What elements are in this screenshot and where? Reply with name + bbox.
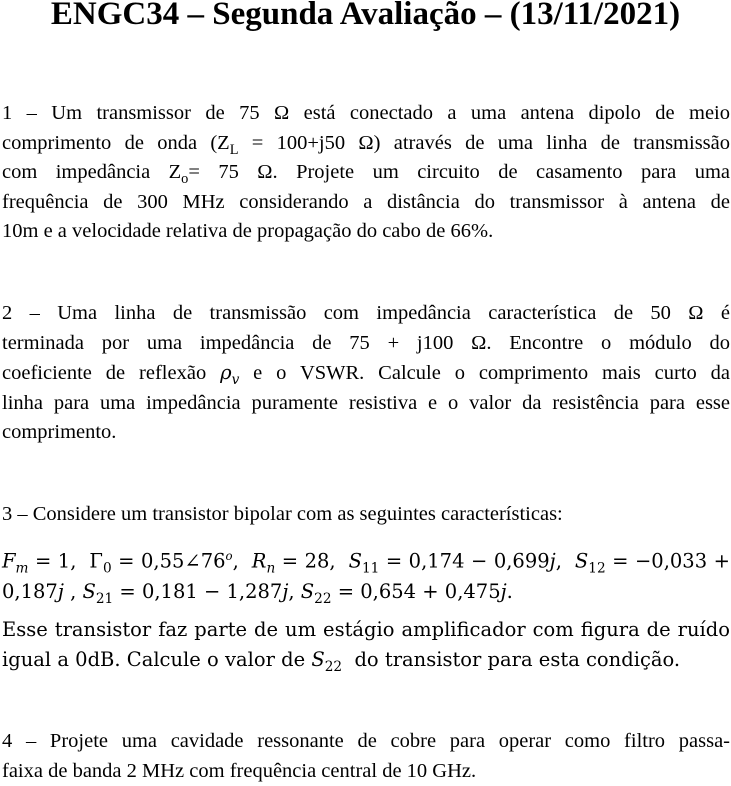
question-3-parameters [2, 541, 730, 607]
question-4 [2, 727, 730, 786]
question-1-line-3: com impedância $Z_o= 75$ Ω. Projete um circuito de casamento para uma [2, 158, 730, 188]
question-3 [2, 500, 730, 530]
question-4-line-1: 4 – Projete uma cavidade ressonante de cobre para operar como filtro passa- [2, 727, 730, 757]
question-3-params-line-2: 0,187j , $S_{21} = 0,181 - 1,287j$, $S_{22} = 0,654 + 0,475j$. [2, 577, 730, 607]
question-3-text [2, 615, 730, 675]
question-3-text-line-1: Esse transistor faz parte de um estágio amplificador com figura de ruído [2, 615, 730, 645]
question-1-line-2: comprimento de onda ($Z_L = 100+j50$ Ω) através de uma linha de transmissão [2, 129, 730, 159]
question-2-line-2: terminada por uma impedância de 75 + j100 Ω. Encontre o módulo do [2, 329, 730, 359]
question-1-line-4: frequência de 300 MHz considerando a distância do transmissor à antena de [2, 188, 730, 218]
question-1-line-5: 10m e a velocidade relativa de propagação do cabo de 66%. [2, 217, 730, 247]
question-3-text-line-2: igual a 0dB. Calcule o valor de $S_{22}$ do transistor para esta condição. [2, 645, 730, 675]
question-3-params-line-1: $F_m = 1$, $\Gamma_0$ = $0,55\angle 76^o$, $R_n = 28$, $S_{11} = 0,174 - 0,699j$, $S_{12} = -0,033$ + [2, 541, 730, 577]
question-1-line-1: 1 – Um transmissor de 75 Ω está conectado a uma antena dipolo de meio [2, 99, 730, 129]
question-2 [2, 299, 730, 448]
question-2-line-3: coeficiente de reflexão $\rho_v$ e o VSWR. Calcule o comprimento mais curto da [2, 358, 730, 389]
question-1 [2, 99, 730, 247]
page-title: ENGC34 – Segunda Avaliação – (13/11/2021) [0, 0, 731, 34]
question-2-line-5: comprimento. [2, 418, 730, 448]
question-2-line-4: linha para uma impedância puramente resistiva e o valor da resistência para esse [2, 389, 730, 419]
question-3-intro: 3 – Considere um transistor bipolar com as seguintes características: [2, 500, 730, 530]
question-2-line-1: 2 – Uma linha de transmissão com impedância característica de 50 Ω é [2, 299, 730, 329]
question-4-line-2: faixa de banda 2 MHz com frequência central de 10 GHz. [2, 757, 730, 786]
